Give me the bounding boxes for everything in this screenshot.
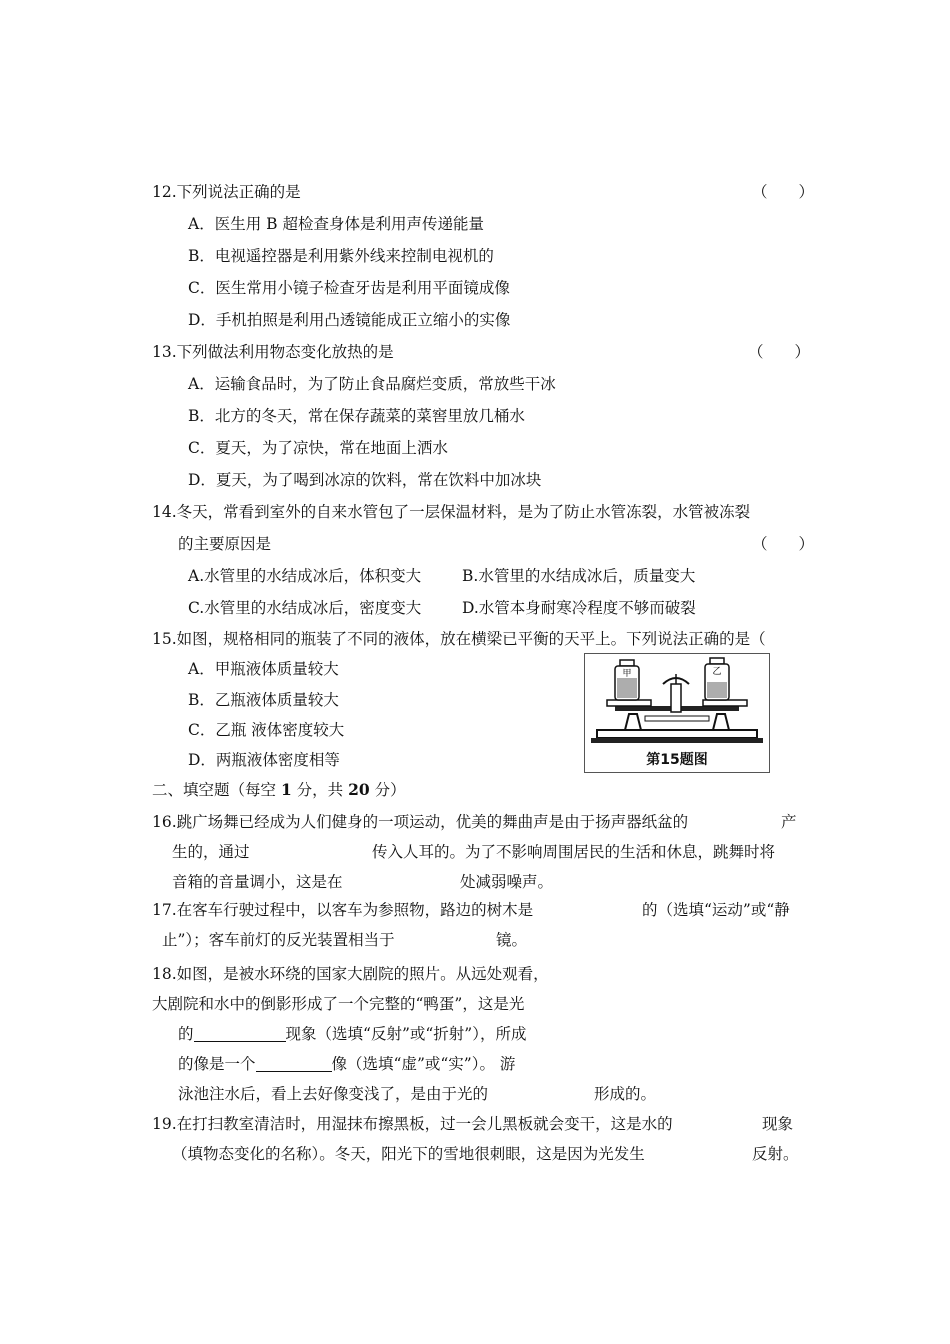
q13-answer-paren[interactable]: （ ）	[748, 343, 811, 361]
q15-stem: 15.如图，规格相同的瓶装了不同的液体，放在横梁已平衡的天平上。下列说法正确的是（	[152, 630, 766, 648]
q15-balance-figure	[584, 653, 770, 773]
q16-line1-end: 产	[781, 813, 797, 831]
q14-option-a[interactable]: A.水管里的水结成冰后，体积变大	[188, 567, 422, 585]
q18-line5-end: 形成的。	[594, 1085, 657, 1103]
q13-option-c[interactable]: C．夏天，为了凉快，常在地面上洒水	[188, 439, 448, 457]
q15-option-d[interactable]: D．两瓶液体密度相等	[188, 751, 340, 769]
q18-line4-start: 的像是一个	[178, 1055, 256, 1073]
q14-stem-line1: 14.冬天，常看到室外的自来水管包了一层保温材料，是为了防止水管冻裂，水管被冻裂	[152, 503, 751, 521]
section2-points-total: 20	[348, 780, 370, 799]
q13-stem: 13.下列做法利用物态变化放热的是	[152, 343, 394, 361]
q18-line4	[178, 1054, 515, 1074]
q15-figure-caption: 第15题图	[646, 752, 708, 768]
section2-points-each: 1	[280, 780, 292, 799]
bottle-right-label: 乙	[712, 667, 722, 677]
q18-line2: 大剧院和水中的倒影形成了一个完整的“鸭蛋”，这是光	[152, 995, 525, 1013]
q14-option-c[interactable]: C.水管里的水结成冰后，密度变大	[188, 599, 422, 617]
balance-scale-illustration	[585, 654, 769, 750]
q17-line1-end: 的（选填“运动”或“静	[642, 901, 790, 919]
q18-line5: 泳池注水后，看上去好像变浅了，是由于光的	[178, 1085, 489, 1103]
bottle-right-icon	[705, 658, 729, 700]
q17-line2: 止”）；客车前灯的反光装置相当于	[162, 931, 395, 949]
q15-option-b[interactable]: B．乙瓶液体质量较大	[188, 691, 339, 709]
q16-line1: 16.跳广场舞已经成为人们健身的一项运动，优美的舞曲声是由于扬声器纸盆的	[152, 813, 689, 831]
bottle-left-label: 甲	[622, 669, 632, 679]
q19-line1-end: 现象	[762, 1115, 794, 1133]
q17-line1: 17.在客车行驶过程中，以客车为参照物，路边的树木是	[152, 901, 534, 919]
q16-line2: 生的，通过	[172, 843, 250, 861]
q12-option-a[interactable]: A．医生用 B 超检查身体是利用声传递能量	[188, 215, 484, 233]
q18-line3-start: 的	[178, 1025, 194, 1043]
section2-prefix: 二、填空题（每空	[152, 781, 281, 799]
q18-line4-end: 像（选填“虚”或“实”）。 游	[331, 1055, 516, 1073]
q14-option-b[interactable]: B.水管里的水结成冰后，质量变大	[462, 567, 696, 585]
q13-option-a[interactable]: A．运输食品时，为了防止食品腐烂变质，常放些干冰	[188, 375, 556, 393]
q14-answer-paren[interactable]: （ ）	[752, 535, 815, 553]
q18-line3	[178, 1024, 526, 1044]
q14-option-d[interactable]: D.水管本身耐寒冷程度不够而破裂	[462, 599, 696, 617]
q18-blank-1[interactable]	[194, 1025, 286, 1042]
q18-line1: 18.如图，是被水环绕的国家大剧院的照片。从远处观看，	[152, 965, 549, 983]
q15-option-a[interactable]: A．甲瓶液体质量较大	[188, 660, 339, 678]
q16-line3: 音箱的音量调小，这是在	[172, 873, 343, 891]
q19-line1: 19.在打扫教室清洁时，用湿抹布擦黑板，过一会儿黑板就会变干，这是水的	[152, 1115, 673, 1133]
q13-option-b[interactable]: B．北方的冬天，常在保存蔬菜的菜窖里放几桶水	[188, 407, 525, 425]
q13-option-d[interactable]: D．夏天，为了喝到冰凉的饮料，常在饮料中加冰块	[188, 471, 542, 489]
q17-line2-end: 镜。	[496, 931, 528, 949]
q16-line3-end: 处减弱噪声。	[460, 873, 554, 891]
bottle-left-icon	[615, 660, 639, 700]
q14-stem-line2: 的主要原因是	[178, 535, 272, 553]
q18-line3-end: 现象（选填“反射”或“折射”），所成	[285, 1025, 527, 1043]
q16-line2-end: 传入人耳的。为了不影响周围居民的生活和休息，跳舞时将	[372, 843, 776, 861]
q19-line2-end: 反射。	[752, 1145, 799, 1163]
q12-option-b[interactable]: B．电视遥控器是利用紫外线来控制电视机的	[188, 247, 494, 265]
section2-suffix: 分）	[369, 781, 406, 799]
q18-blank-2[interactable]	[256, 1055, 332, 1072]
q12-option-d[interactable]: D．手机拍照是利用凸透镜能成正立缩小的实像	[188, 311, 511, 329]
section2-heading	[152, 780, 406, 800]
q19-line2: （填物态变化的名称）。冬天，阳光下的雪地很刺眼，这是因为光发生	[172, 1145, 645, 1163]
q12-option-c[interactable]: C．医生常用小镜子检查牙齿是利用平面镜成像	[188, 279, 510, 297]
q12-stem: 12.下列说法正确的是	[152, 183, 301, 201]
q15-option-c[interactable]: C．乙瓶 液体密度较大	[188, 721, 345, 739]
section2-mid: 分，共	[291, 781, 349, 799]
q12-answer-paren[interactable]: （ ）	[752, 183, 815, 201]
